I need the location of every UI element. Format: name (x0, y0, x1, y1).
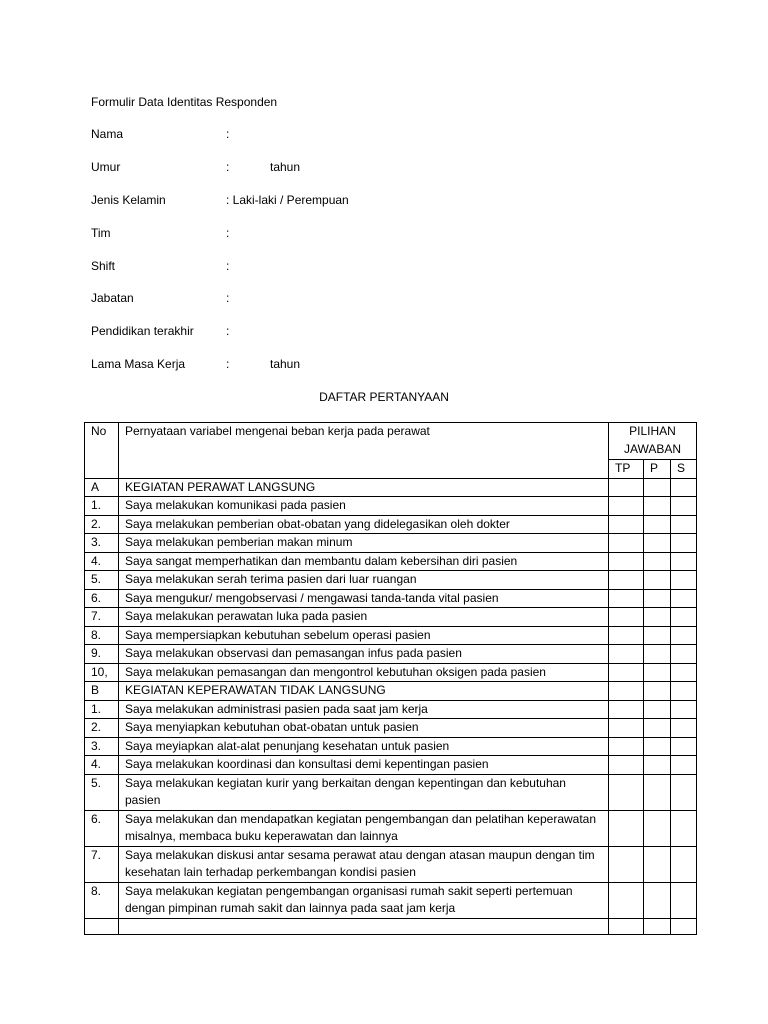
answer-cell-tp[interactable] (609, 882, 644, 918)
answer-cell-tp[interactable] (609, 571, 644, 590)
answer-cell-p[interactable] (644, 774, 671, 810)
answer-cell-s[interactable] (671, 882, 697, 918)
row-number: 1. (85, 700, 119, 719)
row-number: 8. (85, 882, 119, 918)
row-statement: Saya melakukan dan mendapatkan kegiatan pengembangan dan pelatihan keperawatan misalnya, membaca buku keperawatan dan lainnya (119, 810, 609, 846)
answer-cell-s[interactable] (671, 497, 697, 516)
answer-cell-p[interactable] (644, 756, 671, 775)
answer-cell-s[interactable] (671, 737, 697, 756)
answer-cell-tp[interactable] (609, 497, 644, 516)
field-label: Shift (91, 259, 116, 273)
questionnaire-body (85, 478, 697, 934)
row-statement: Saya melakukan kegiatan kurir yang berkaitan dengan kepentingan dan kebutuhan pasien (119, 774, 609, 810)
answer-cell-tp[interactable] (609, 918, 644, 934)
table-row (85, 608, 697, 627)
answer-cell-p[interactable] (644, 534, 671, 553)
row-statement: Saya melakukan pemberian obat-obatan yang didelegasikan oleh dokter (119, 515, 609, 534)
field-value: : (226, 127, 230, 141)
answer-cell-p[interactable] (644, 918, 671, 934)
field-value: : (226, 324, 230, 338)
answer-cell-p[interactable] (644, 810, 671, 846)
header-option-s: S (671, 460, 697, 479)
answer-cell-tp[interactable] (609, 589, 644, 608)
answer-cell-tp[interactable] (609, 534, 644, 553)
table-row (85, 810, 697, 846)
row-number: B (85, 682, 119, 701)
field-unit: tahun (270, 357, 301, 371)
questionnaire-heading: DAFTAR PERTANYAAN (319, 390, 449, 404)
answer-cell-s[interactable] (671, 626, 697, 645)
answer-cell-s[interactable] (671, 645, 697, 664)
table-row (85, 756, 697, 775)
row-statement: Saya melakukan pemberian makan minum (119, 534, 609, 553)
answer-cell-s[interactable] (671, 918, 697, 934)
answer-cell-p[interactable] (644, 682, 671, 701)
row-statement: KEGIATAN KEPERAWATAN TIDAK LANGSUNG (119, 682, 609, 701)
row-number: 1. (85, 497, 119, 516)
field-value: : (226, 226, 230, 240)
row-number: 4. (85, 552, 119, 571)
row-statement: Saya melakukan koordinasi dan konsultasi demi kepentingan pasien (119, 756, 609, 775)
answer-cell-s[interactable] (671, 663, 697, 682)
table-row (85, 626, 697, 645)
table-row (85, 478, 697, 497)
row-number: 9. (85, 645, 119, 664)
table-row (85, 700, 697, 719)
field-label: Jabatan (91, 291, 134, 305)
table-row (85, 552, 697, 571)
table-row (85, 571, 697, 590)
table-row (85, 497, 697, 516)
row-number: 3. (85, 534, 119, 553)
field-label: Umur (91, 160, 121, 174)
field-value: : (226, 291, 230, 305)
row-number: 2. (85, 515, 119, 534)
row-number: 6. (85, 589, 119, 608)
answer-cell-tp[interactable] (609, 774, 644, 810)
answer-cell-p[interactable] (644, 497, 671, 516)
answer-cell-s[interactable] (671, 774, 697, 810)
table-row (85, 882, 697, 918)
header-no: No (85, 423, 119, 479)
row-statement: Saya melakukan serah terima pasien dari luar ruangan (119, 571, 609, 590)
answer-cell-p[interactable] (644, 478, 671, 497)
header-option-tp: TP (609, 460, 644, 479)
answer-cell-tp[interactable] (609, 810, 644, 846)
answer-cell-p[interactable] (644, 589, 671, 608)
field-label: Lama Masa Kerja (91, 357, 186, 371)
row-number: 10, (85, 663, 119, 682)
field-label: Jenis Kelamin (91, 193, 166, 207)
field-value: : (226, 357, 230, 371)
answer-cell-p[interactable] (644, 645, 671, 664)
table-row (85, 774, 697, 810)
table-row (85, 918, 697, 934)
row-number: 7. (85, 608, 119, 627)
row-number: 2. (85, 719, 119, 738)
answer-cell-s[interactable] (671, 700, 697, 719)
row-statement (119, 918, 609, 934)
row-statement: Saya melakukan observasi dan pemasangan infus pada pasien (119, 645, 609, 664)
answer-cell-s[interactable] (671, 682, 697, 701)
row-number (85, 918, 119, 934)
table-row (85, 515, 697, 534)
row-statement: Saya melakukan administrasi pasien pada saat jam kerja (119, 700, 609, 719)
answer-cell-tp[interactable] (609, 700, 644, 719)
answer-cell-tp[interactable] (609, 663, 644, 682)
row-statement: Saya menyiapkan kebutuhan obat-obatan untuk pasien (119, 719, 609, 738)
row-number: 5. (85, 571, 119, 590)
answer-cell-s[interactable] (671, 608, 697, 627)
answer-cell-tp[interactable] (609, 552, 644, 571)
row-number: 3. (85, 737, 119, 756)
row-statement: Saya melakukan pemasangan dan mengontrol kebutuhan oksigen pada pasien (119, 663, 609, 682)
answer-cell-s[interactable] (671, 552, 697, 571)
field-value: : (226, 160, 230, 174)
header-statement: Pernyataan variabel mengenai beban kerja pada perawat (119, 423, 609, 479)
answer-cell-s[interactable] (671, 515, 697, 534)
answer-cell-p[interactable] (644, 663, 671, 682)
answer-cell-p[interactable] (644, 719, 671, 738)
row-statement: Saya melakukan kegiatan pengembangan organisasi rumah sakit seperti pertemuan dengan pimpinan rumah sakit dan lainnya pada saat jam kerja (119, 882, 609, 918)
row-statement: Saya meyiapkan alat-alat penunjang kesehatan untuk pasien (119, 737, 609, 756)
answer-cell-s[interactable] (671, 478, 697, 497)
answer-cell-p[interactable] (644, 571, 671, 590)
answer-cell-tp[interactable] (609, 626, 644, 645)
answer-cell-s[interactable] (671, 810, 697, 846)
answer-cell-s[interactable] (671, 589, 697, 608)
answer-cell-p[interactable] (644, 552, 671, 571)
answer-cell-tp[interactable] (609, 682, 644, 701)
answer-cell-tp[interactable] (609, 756, 644, 775)
table-row (85, 589, 697, 608)
answer-cell-s[interactable] (671, 571, 697, 590)
row-statement: Saya mengukur/ mengobservasi / mengawasi tanda-tanda vital pasien (119, 589, 609, 608)
answer-cell-p[interactable] (644, 737, 671, 756)
answer-cell-s[interactable] (671, 534, 697, 553)
table-row (85, 846, 697, 882)
row-number: 6. (85, 810, 119, 846)
field-unit: tahun (270, 160, 301, 174)
answer-cell-tp[interactable] (609, 515, 644, 534)
answer-cell-p[interactable] (644, 700, 671, 719)
row-statement: Saya melakukan diskusi antar sesama perawat atau dengan atasan maupun dengan tim kesehatan lain terhadap perkembangan kondisi pasien (119, 846, 609, 882)
row-number: 8. (85, 626, 119, 645)
row-number: 4. (85, 756, 119, 775)
row-statement: Saya melakukan perawatan luka pada pasien (119, 608, 609, 627)
answer-cell-p[interactable] (644, 846, 671, 882)
answer-cell-tp[interactable] (609, 719, 644, 738)
table-row (85, 719, 697, 738)
answer-cell-tp[interactable] (609, 846, 644, 882)
answer-cell-tp[interactable] (609, 608, 644, 627)
field-value: : (226, 259, 230, 273)
answer-cell-tp[interactable] (609, 737, 644, 756)
row-number: 7. (85, 846, 119, 882)
row-statement: Saya mempersiapkan kebutuhan sebelum operasi pasien (119, 626, 609, 645)
header-answer-choices: PILIHAN JAWABAN (609, 423, 697, 460)
table-row (85, 737, 697, 756)
row-number: A (85, 478, 119, 497)
field-label: Tim (91, 226, 111, 240)
answer-cell-tp[interactable] (609, 478, 644, 497)
answer-cell-p[interactable] (644, 608, 671, 627)
row-statement: KEGIATAN PERAWAT LANGSUNG (119, 478, 609, 497)
table-row (85, 534, 697, 553)
answer-cell-p[interactable] (644, 626, 671, 645)
answer-cell-s[interactable] (671, 846, 697, 882)
row-statement: Saya sangat memperhatikan dan membantu dalam kebersihan diri pasien (119, 552, 609, 571)
answer-cell-s[interactable] (671, 719, 697, 738)
answer-cell-tp[interactable] (609, 645, 644, 664)
row-statement: Saya melakukan komunikasi pada pasien (119, 497, 609, 516)
field-label: Nama (91, 127, 124, 141)
field-label: Pendidikan terakhir (91, 324, 194, 338)
table-row (85, 645, 697, 664)
answer-cell-s[interactable] (671, 756, 697, 775)
answer-cell-p[interactable] (644, 515, 671, 534)
questionnaire-table (84, 422, 697, 935)
row-number: 5. (85, 774, 119, 810)
header-option-p: P (644, 460, 671, 479)
table-row (85, 682, 697, 701)
answer-cell-p[interactable] (644, 882, 671, 918)
form-title: Formulir Data Identitas Responden (91, 95, 278, 109)
field-value: : Laki-laki / Perempuan (226, 193, 349, 207)
table-row (85, 663, 697, 682)
